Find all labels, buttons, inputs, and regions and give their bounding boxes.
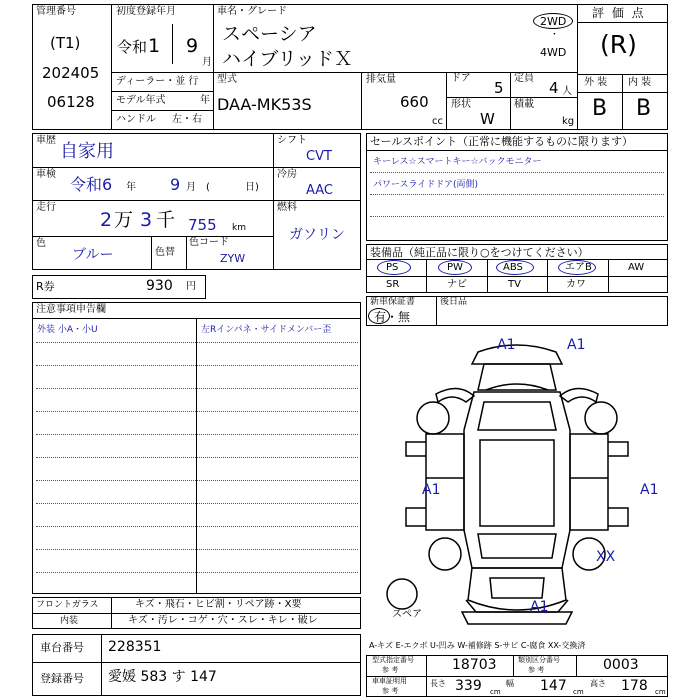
displacement-value: 660 <box>400 93 429 111</box>
color-code: ZYW <box>220 252 246 265</box>
inspection-month-unit: 月 <box>186 182 196 193</box>
rating-ext-label: 外 装 <box>584 77 608 88</box>
height-label: 高さ <box>590 679 606 688</box>
displacement-unit: cc <box>432 116 443 127</box>
cert-label: 車車証明用 <box>372 677 407 685</box>
mileage-label: 走行 <box>36 202 56 213</box>
plate-label: 登録番号 <box>40 672 84 685</box>
spare-label: スペア <box>392 609 422 620</box>
inspection-month: 9 <box>170 175 181 194</box>
inspection-year-unit: 年 <box>126 182 136 193</box>
recycle-unit: 円 <box>186 281 196 292</box>
chassis-label: 車台番号 <box>40 641 84 654</box>
mileage-v3: 755 <box>188 216 217 234</box>
mark-rear: A1 <box>530 599 549 615</box>
reg-year: 1 <box>148 35 161 57</box>
chassis-value: 228351 <box>108 639 162 655</box>
recycle-box <box>32 275 206 299</box>
notes-label: 注意事項申告欄 <box>36 304 106 315</box>
dealer-label: ディーラー・並 行 <box>116 76 199 87</box>
history-value: 自家用 <box>60 141 114 162</box>
inspection-day-unit: 日) <box>245 182 259 193</box>
eq-aw: AW <box>628 262 645 273</box>
mileage-u1: 万 <box>114 209 134 231</box>
reg-month-unit: 月 <box>202 57 212 68</box>
fuel-label: 燃料 <box>277 202 297 213</box>
glass-text: キズ・飛石・ヒビ割・リペア跡・X要 <box>135 599 302 610</box>
mileage-v2: 3 <box>140 209 153 231</box>
color-change-label: 色替 <box>155 247 175 258</box>
cert-sub: 参 考 <box>382 687 399 695</box>
eq-navi: ナビ <box>447 279 467 290</box>
inspection-paren: ( <box>206 182 210 193</box>
ac-value: AAC <box>306 183 333 198</box>
eq-tv: TV <box>508 279 521 290</box>
glass-label: フロントガラス <box>36 600 99 610</box>
rating-value: (R) <box>600 30 637 59</box>
front-bumper-shape <box>472 345 562 364</box>
drive-sep: ・ <box>550 30 560 40</box>
equipment-label: 装備品（純正品に限り○をつけてください） <box>370 246 589 259</box>
ac-label: 冷房 <box>277 169 297 180</box>
history-label: 車歴 <box>36 135 56 146</box>
drive-4wd: 4WD <box>540 46 567 59</box>
length-unit: cm <box>490 688 501 696</box>
color-label: 色 <box>36 238 46 249</box>
eq-airbag: エアB <box>565 262 592 273</box>
mgmt-label: 管理番号 <box>36 6 76 17</box>
interior-text: キズ・汚レ・コゲ・穴・スレ・キレ・破レ <box>128 615 318 626</box>
mgmt-code: (T1) <box>50 34 81 52</box>
load-label: 積載 <box>514 99 534 110</box>
load-unit: kg <box>562 116 575 127</box>
notes-left: 外装 小A・小U <box>37 325 98 335</box>
name-line2: ハイブリッドＸ <box>222 48 353 70</box>
plate-value: 愛媛 583 す 147 <box>108 669 217 685</box>
type-no-value: 18703 <box>452 657 497 673</box>
class-no-sub: 参 考 <box>528 666 545 674</box>
warranty-label: 新車保証書 <box>370 297 416 307</box>
mileage-v1: 2 <box>100 209 113 231</box>
damage-legend: A-キズ E-エクボ U-凹み W-補修跡 S-サビ C-腐食 XX-交換済 <box>369 641 586 650</box>
model-value: DAA-MK53S <box>217 95 312 114</box>
handle-opts: 左・右 <box>172 114 202 125</box>
drive-2wd: 2WD <box>540 15 567 28</box>
length-label: 長さ <box>430 679 446 688</box>
mark-front-left: A1 <box>497 337 516 353</box>
recycle-value: 930 <box>146 278 173 294</box>
warranty-value: 有・無 <box>374 310 411 324</box>
name-label: 車名・グレード <box>217 6 287 17</box>
sales-item-1: キーレス☆スマートキー☆バックモニター <box>373 157 542 167</box>
displacement-label: 排気量 <box>366 74 396 85</box>
sales-item-2: パワースライドドア(両側) <box>373 180 479 190</box>
rear-left-wheel-shape <box>429 538 461 570</box>
handle-label: ハンドル <box>116 114 156 125</box>
shift-label: シフト <box>277 135 307 146</box>
mgmt-date: 202405 <box>42 64 100 82</box>
rating-label: 評 価 点 <box>592 6 646 20</box>
doors-label: ドア <box>451 73 471 84</box>
later-label: 後日品 <box>440 297 468 307</box>
reg-label: 初度登録年月 <box>116 6 176 17</box>
shape-value: W <box>480 110 495 128</box>
car-damage-diagram <box>366 330 668 630</box>
class-no-value: 0003 <box>603 657 639 673</box>
notes-right: 左Rインパネ・サイドメンバー歪 <box>201 325 332 335</box>
sales-label: セールスポイント（正常に機能するものに限ります） <box>370 135 634 148</box>
eq-abs: ABS <box>503 262 523 273</box>
front-right-wheel-shape <box>585 402 617 434</box>
inspection-era: 令和6 <box>70 175 113 194</box>
name-line1: スペーシア <box>222 23 317 45</box>
type-no-label: 型式指定番号 <box>372 656 414 664</box>
eq-sr: SR <box>386 279 400 290</box>
reg-month: 9 <box>186 35 199 57</box>
type-no-sub: 参 考 <box>382 666 399 674</box>
width-unit: cm <box>573 688 584 696</box>
capacity-value: 4 <box>549 79 559 97</box>
eq-pw: PW <box>447 262 463 273</box>
rating-ext: B <box>592 96 608 121</box>
capacity-unit: 人 <box>562 86 572 97</box>
shape-label: 形状 <box>451 99 471 110</box>
interior-label: 内装 <box>60 616 79 626</box>
model-year-label: モデル年式 <box>116 95 166 106</box>
doors-value: 5 <box>494 79 504 97</box>
rating-int: B <box>636 96 652 121</box>
height-unit: cm <box>655 688 666 696</box>
eq-ps: PS <box>386 262 399 273</box>
height-value: 178 <box>621 678 648 694</box>
front-left-wheel-shape <box>417 402 449 434</box>
mileage-unit: km <box>232 223 246 233</box>
capacity-label: 定員 <box>514 73 534 84</box>
reg-era: 令和 <box>117 38 148 56</box>
spare-tire-shape <box>387 579 417 609</box>
mark-front-right: A1 <box>567 337 586 353</box>
rating-int-label: 内 装 <box>628 77 652 88</box>
model-label: 型式 <box>217 74 237 85</box>
color-code-label: 色コード <box>189 237 229 248</box>
width-value: 147 <box>540 678 567 694</box>
shift-value: CVT <box>306 149 332 164</box>
mark-rear-right: XX <box>596 549 616 565</box>
eq-leather: カワ <box>566 279 586 290</box>
recycle-label: R券 <box>36 280 55 293</box>
model-year-unit: 年 <box>200 95 210 106</box>
mark-left-side: A1 <box>422 482 441 498</box>
class-no-label: 類別区分番号 <box>518 656 560 664</box>
mark-right-side: A1 <box>640 482 659 498</box>
width-label: 幅 <box>506 679 514 688</box>
color-value: ブルー <box>72 247 114 263</box>
mileage-u2: 千 <box>156 209 176 231</box>
inspection-label: 車検 <box>36 169 56 180</box>
length-value: 339 <box>455 678 482 694</box>
mgmt-no: 06128 <box>47 93 95 111</box>
fuel-value: ガソリン <box>289 227 345 243</box>
